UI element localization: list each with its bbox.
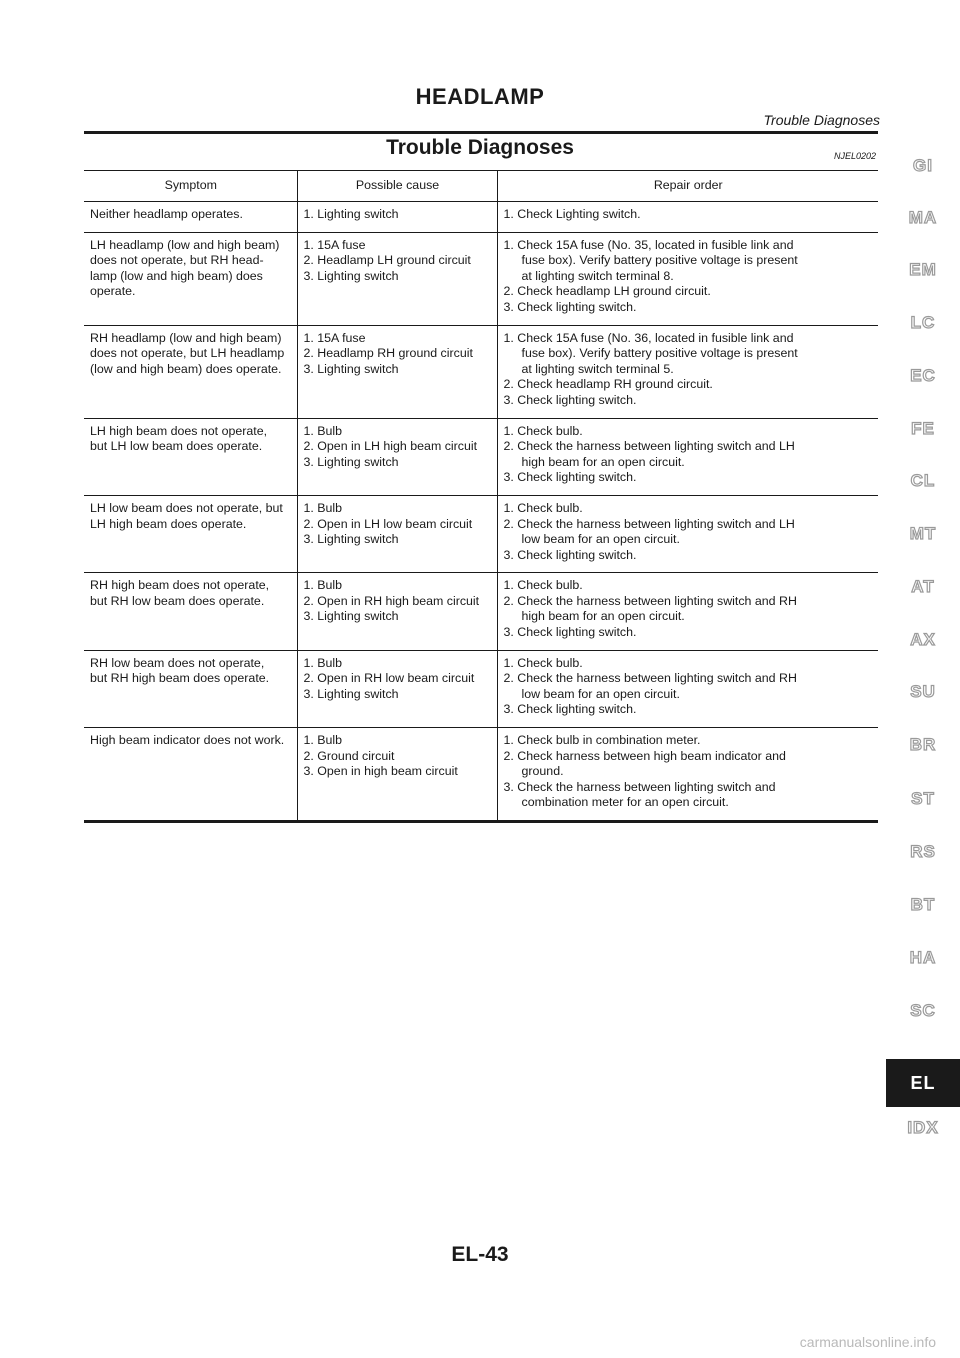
trouble-diagnoses-table: [84, 170, 878, 823]
repair-order-cell: [497, 325, 878, 418]
possible-cause-item: 1. 15A fuse: [303, 330, 366, 345]
possible-cause-cell: [297, 728, 497, 822]
possible-cause-item: 2. Open in LH high beam circuit: [303, 439, 478, 454]
possible-cause-item: 1. Bulb: [303, 578, 343, 593]
section-tab-ax[interactable]: AX: [910, 630, 936, 649]
section-tab-ha[interactable]: HA: [909, 948, 937, 967]
symptom-text: LH high beam does operate.: [90, 516, 247, 531]
possible-cause-item: 1. Bulb: [303, 655, 343, 670]
repair-step: 2. Check harness between high beam indicator and: [503, 748, 786, 763]
possible-cause-item: 1. Lighting switch: [303, 207, 399, 221]
repair-step-continuation: high beam for an open circuit.: [521, 454, 685, 469]
table-header-row: [84, 171, 878, 202]
symptom-text: but LH low beam does operate.: [90, 439, 263, 454]
repair-step-continuation: high beam for an open circuit.: [521, 609, 685, 624]
section-tab-st[interactable]: ST: [911, 789, 935, 808]
section-tab-at[interactable]: AT: [911, 577, 935, 596]
symptom-text: but RH high beam does operate.: [90, 671, 270, 686]
repair-step: 1. Check bulb.: [503, 423, 583, 438]
symptom-cell: [84, 325, 297, 418]
section-tab-fe[interactable]: FE: [911, 419, 935, 438]
symptom-text: does not operate, but RH head-: [90, 253, 264, 268]
possible-cause-cell: [297, 495, 497, 572]
watermark: carmanualsonline.info: [799, 1334, 936, 1350]
page-header-subtitle: Trouble Diagnoses: [763, 112, 880, 128]
table-row: [84, 728, 878, 822]
repair-step: 3. Check lighting switch.: [503, 625, 637, 640]
column-header-symptom: Symptom: [84, 171, 297, 202]
page-number: EL-43: [451, 1243, 509, 1266]
repair-step: 3. Check lighting switch.: [503, 702, 637, 717]
possible-cause-item: 3. Open in high beam circuit: [303, 764, 458, 779]
section-title: Trouble Diagnoses: [386, 136, 574, 159]
repair-step: 1. Check bulb.: [503, 578, 583, 593]
possible-cause-item: 3. Lighting switch: [303, 268, 399, 283]
repair-step: 3. Check lighting switch.: [503, 299, 637, 314]
header-rule: [84, 131, 878, 134]
possible-cause-item: 3. Lighting switch: [303, 454, 399, 469]
repair-step-continuation: low beam for an open circuit.: [521, 532, 680, 547]
page-header-title: HEADLAMP: [415, 84, 545, 109]
possible-cause-item: 1. 15A fuse: [303, 237, 366, 252]
repair-step: 2. Check headlamp RH ground circuit.: [503, 377, 713, 392]
repair-step: 2. Check the harness between lighting switch and LH: [503, 439, 795, 454]
symptom-text: LH headlamp (low and high beam): [90, 237, 280, 252]
symptom-text: lamp (low and high beam) does: [90, 268, 263, 283]
symptom-text: does not operate, but LH headlamp: [90, 346, 285, 361]
repair-step: 1. Check 15A fuse (No. 35, located in fusible link and: [503, 237, 794, 252]
repair-step: 3. Check lighting switch.: [503, 392, 637, 407]
repair-order-cell: [497, 573, 878, 650]
symptom-text: LH low beam does not operate, but: [90, 500, 283, 515]
repair-step-continuation: fuse box). Verify battery positive voltage is present: [521, 346, 798, 361]
repair-step: 3. Check the harness between lighting switch and: [503, 779, 776, 794]
section-tab-su[interactable]: SU: [910, 682, 936, 701]
repair-order-cell: [497, 650, 878, 727]
section-tab-bt[interactable]: BT: [910, 895, 936, 914]
repair-step: 2. Check the harness between lighting switch and LH: [503, 516, 795, 531]
possible-cause-item: 2. Open in RH low beam circuit: [303, 671, 475, 686]
table-row: [84, 418, 878, 495]
possible-cause-item: 2. Headlamp RH ground circuit: [303, 346, 473, 361]
repair-step: 2. Check headlamp LH ground circuit.: [503, 284, 711, 299]
possible-cause-item: 3. Lighting switch: [303, 532, 399, 547]
symptom-text: RH low beam does not operate,: [90, 655, 265, 670]
symptom-cell: [84, 202, 297, 233]
repair-step-continuation: low beam for an open circuit.: [521, 686, 680, 701]
symptom-cell: [84, 650, 297, 727]
repair-step: 3. Check lighting switch.: [503, 547, 637, 562]
repair-step: 1. Check 15A fuse (No. 36, located in fusible link and: [503, 330, 794, 345]
symptom-cell: [84, 232, 297, 325]
possible-cause-cell: [297, 232, 497, 325]
symptom-text: LH high beam does not operate,: [90, 423, 268, 438]
repair-step-continuation: at lighting switch terminal 5.: [521, 361, 674, 376]
symptom-text: High beam indicator does not work.: [90, 733, 285, 748]
repair-step: 2. Check the harness between lighting switch and RH: [503, 671, 797, 686]
symptom-text: RH headlamp (low and high beam): [90, 330, 282, 345]
repair-step: 1. Check bulb.: [503, 655, 583, 670]
possible-cause-item: 3. Lighting switch: [303, 361, 399, 376]
table-row: [84, 573, 878, 650]
possible-cause-item: 1. Bulb: [303, 423, 343, 438]
table-row: [84, 202, 878, 233]
repair-step-continuation: ground.: [521, 764, 564, 779]
possible-cause-cell: [297, 650, 497, 727]
possible-cause-item: 2. Open in RH high beam circuit: [303, 593, 480, 608]
symptom-text: Neither headlamp operates.: [90, 207, 243, 221]
repair-step: 1. Check Lighting switch.: [503, 207, 641, 221]
possible-cause-item: 3. Lighting switch: [303, 686, 399, 701]
repair-step-continuation: at lighting switch terminal 8.: [521, 268, 674, 283]
section-tab-rs[interactable]: RS: [910, 842, 936, 861]
section-tab-el[interactable]: EL: [886, 1059, 960, 1107]
repair-step: 1. Check bulb.: [503, 500, 583, 515]
section-tab-mt[interactable]: MT: [909, 524, 937, 543]
section-tab-ma[interactable]: MA: [908, 208, 938, 227]
possible-cause-item: 3. Lighting switch: [303, 609, 399, 624]
table-row: [84, 650, 878, 727]
table-row: [84, 495, 878, 572]
repair-order-cell: [497, 232, 878, 325]
symptom-cell: [84, 728, 297, 822]
repair-step: 2. Check the harness between lighting switch and RH: [503, 593, 797, 608]
repair-order-cell: [497, 495, 878, 572]
column-header-repair-order: Repair order: [497, 171, 878, 202]
table-row: [84, 232, 878, 325]
repair-step-continuation: fuse box). Verify battery positive voltage is present: [521, 253, 798, 268]
section-tab-em[interactable]: EM: [909, 260, 937, 279]
repair-order-cell: [497, 728, 878, 822]
symptom-text: (low and high beam) does operate.: [90, 361, 282, 376]
section-tab-ec[interactable]: EC: [910, 366, 936, 385]
section-tab-br[interactable]: BR: [909, 735, 937, 754]
section-tab-lc[interactable]: LC: [910, 313, 936, 332]
repair-step-continuation: combination meter for an open circuit.: [521, 795, 729, 810]
table-row: [84, 325, 878, 418]
repair-order-cell: [497, 418, 878, 495]
repair-order-cell: [497, 202, 878, 233]
symptom-text: but RH low beam does operate.: [90, 593, 265, 608]
repair-step: 3. Check lighting switch.: [503, 470, 637, 485]
possible-cause-cell: [297, 418, 497, 495]
possible-cause-cell: [297, 202, 497, 233]
section-tab-sc[interactable]: SC: [910, 1001, 936, 1020]
possible-cause-cell: [297, 573, 497, 650]
possible-cause-item: 1. Bulb: [303, 500, 343, 515]
symptom-text: operate.: [90, 284, 136, 299]
section-tab-gi[interactable]: GI: [913, 156, 933, 175]
possible-cause-item: 2. Headlamp LH ground circuit: [303, 253, 471, 268]
table-body: [84, 202, 878, 822]
symptom-cell: [84, 495, 297, 572]
possible-cause-item: 1. Bulb: [303, 733, 343, 748]
section-tab-idx[interactable]: IDX: [907, 1118, 939, 1137]
possible-cause-item: 2. Open in LH low beam circuit: [303, 516, 473, 531]
section-tab-cl[interactable]: CL: [910, 471, 936, 490]
symptom-cell: [84, 418, 297, 495]
column-header-possible-cause: Possible cause: [297, 171, 497, 202]
possible-cause-cell: [297, 325, 497, 418]
symptom-cell: [84, 573, 297, 650]
symptom-text: RH high beam does not operate,: [90, 578, 270, 593]
repair-step: 1. Check bulb in combination meter.: [503, 733, 701, 748]
possible-cause-item: 2. Ground circuit: [303, 748, 395, 763]
reference-code: NJEL0202: [833, 151, 876, 161]
